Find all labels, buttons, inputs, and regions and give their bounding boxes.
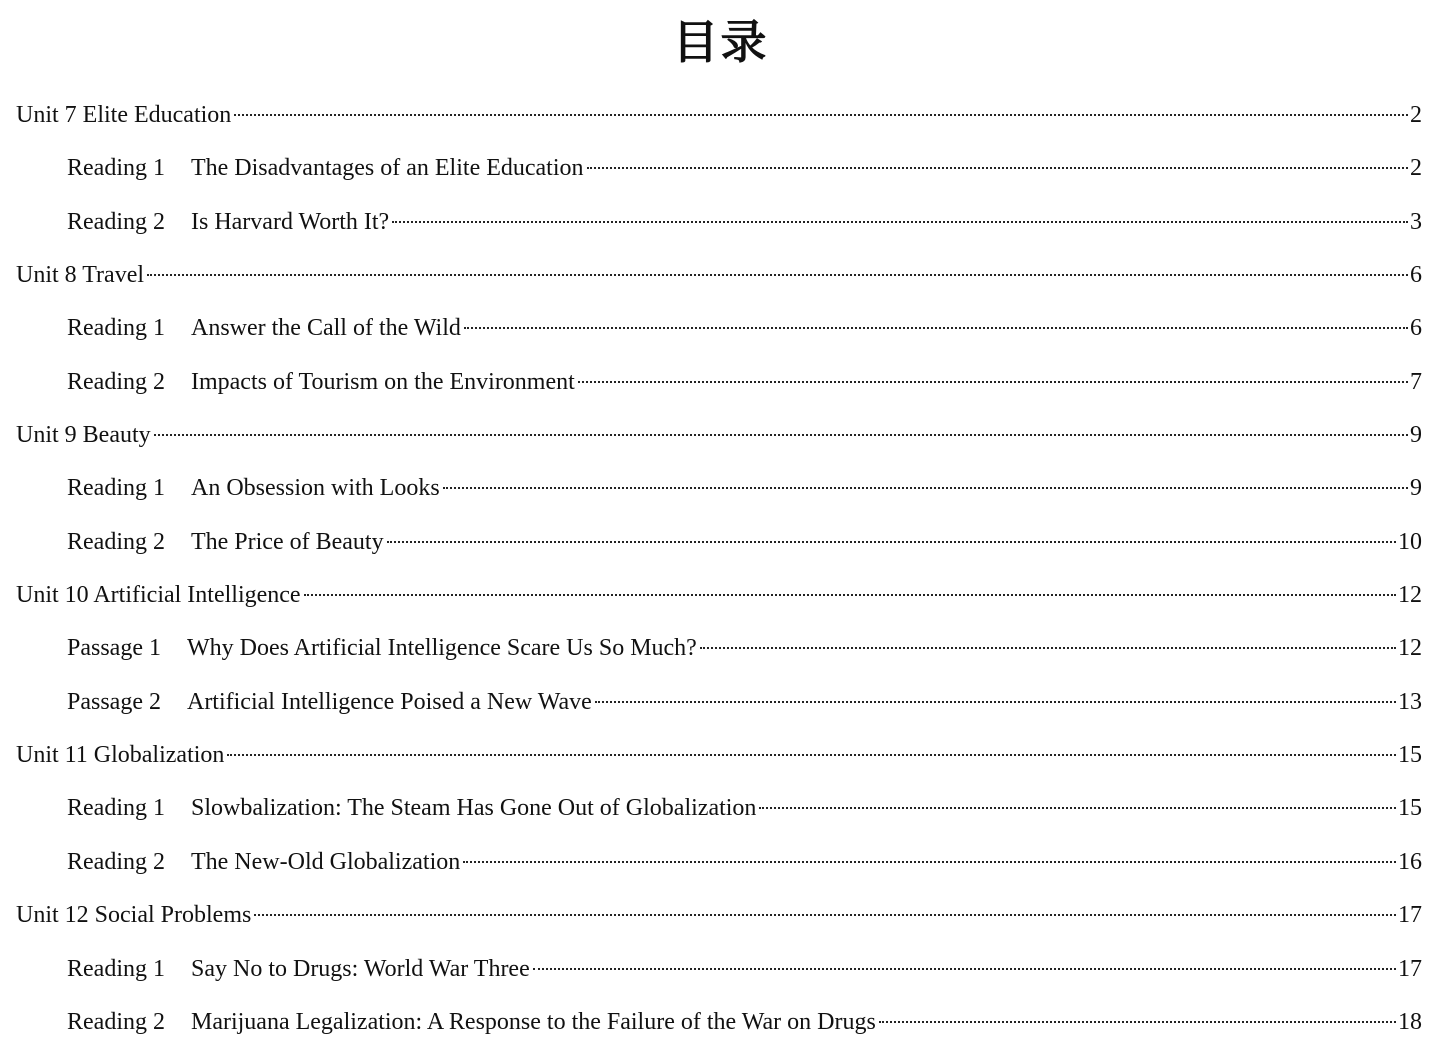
toc-entry-label [67, 462, 440, 515]
toc-reading-entry[interactable] [16, 943, 1422, 996]
toc-unit-entry[interactable] [16, 409, 1422, 462]
toc-dot-leader [533, 968, 1396, 970]
toc-page-number: 13 [1398, 688, 1422, 715]
toc-dot-leader [392, 221, 1408, 223]
toc-entry-label [16, 249, 144, 302]
toc-reading-entry[interactable] [16, 836, 1422, 889]
toc-entry-title: Unit 11 Globalization [16, 742, 225, 769]
toc-page-number: 6 [1410, 315, 1422, 342]
toc-dot-leader [443, 487, 1408, 489]
toc-dot-leader [759, 807, 1396, 809]
toc-dot-leader [587, 167, 1408, 169]
toc-dot-leader [700, 647, 1396, 649]
toc-entry-title: Answer the Call of the Wild [190, 315, 461, 342]
toc-entry-prefix: Reading 2 [67, 208, 165, 235]
toc-page-number: 10 [1398, 528, 1422, 555]
toc-dot-leader [147, 274, 1408, 276]
toc-dot-leader [387, 541, 1396, 543]
toc-dot-leader [464, 327, 1408, 329]
toc-unit-entry[interactable] [16, 889, 1422, 942]
toc-dot-leader [463, 861, 1396, 863]
toc-entry-title: Marijuana Legalization: A Response to the Failure of the War on Drugs [190, 1008, 876, 1035]
toc-entry-label [67, 622, 697, 675]
toc-entry-label [16, 569, 301, 622]
toc-page-number: 6 [1410, 262, 1422, 289]
toc-page-number: 9 [1410, 475, 1422, 502]
toc-entry-prefix: Passage 2 [67, 688, 161, 715]
toc-page-number: 7 [1410, 368, 1422, 395]
toc-entry-label [16, 729, 224, 782]
toc-page-number: 9 [1410, 422, 1422, 449]
toc-page-number: 18 [1398, 1008, 1422, 1035]
toc-entry-label [67, 943, 530, 996]
toc-unit-entry[interactable] [16, 249, 1422, 302]
toc-reading-entry[interactable] [16, 462, 1422, 515]
toc-entry-label [16, 889, 251, 942]
toc-dot-leader [254, 914, 1396, 916]
toc-dot-leader [234, 114, 1408, 116]
toc-entry-prefix: Reading 1 [67, 795, 165, 822]
toc-entry-title: Slowbalization: The Steam Has Gone Out of Globalization [190, 795, 757, 822]
toc-entry-title: The Price of Beauty [190, 528, 384, 555]
toc-entry-title: Unit 9 Beauty [16, 422, 151, 449]
toc-entry-prefix: Passage 1 [67, 635, 161, 662]
page-title: 目录 [672, 15, 769, 69]
toc-entry-prefix: Reading 2 [67, 528, 165, 555]
toc-list [16, 89, 1422, 1049]
toc-entry-label [67, 142, 584, 195]
toc-page-number: 15 [1398, 795, 1422, 822]
toc-entry-title: Unit 12 Social Problems [16, 902, 252, 929]
toc-page-number: 3 [1410, 208, 1422, 235]
toc-entry-title: Unit 10 Artificial Intelligence [16, 582, 301, 609]
toc-entry-title: The New-Old Globalization [190, 848, 461, 875]
toc-entry-label [67, 302, 461, 355]
toc-page-number: 2 [1410, 155, 1422, 182]
toc-dot-leader [304, 594, 1396, 596]
toc-dot-leader [879, 1021, 1396, 1023]
toc-page-number: 17 [1398, 902, 1422, 929]
toc-reading-entry[interactable] [16, 516, 1422, 569]
toc-entry-title: An Obsession with Looks [190, 475, 440, 502]
toc-unit-entry[interactable] [16, 569, 1422, 622]
toc-reading-entry[interactable] [16, 356, 1422, 409]
toc-entry-title: Is Harvard Worth It? [190, 208, 390, 235]
toc-entry-label [67, 676, 592, 729]
toc-reading-entry[interactable] [16, 996, 1422, 1049]
toc-reading-entry[interactable] [16, 142, 1422, 195]
toc-entry-label [67, 356, 575, 409]
toc-entry-prefix: Reading 2 [67, 1008, 165, 1035]
toc-page-number: 15 [1398, 742, 1422, 769]
toc-reading-entry[interactable] [16, 622, 1422, 675]
toc-dot-leader [227, 754, 1396, 756]
toc-dot-leader [595, 701, 1396, 703]
toc-entry-label [67, 196, 389, 249]
toc-page-number: 12 [1398, 582, 1422, 609]
toc-entry-title: Artificial Intelligence Poised a New Wave [186, 688, 592, 715]
toc-entry-title: Why Does Artificial Intelligence Scare Us So Much? [186, 635, 697, 662]
toc-unit-entry[interactable] [16, 89, 1422, 142]
toc-entry-title: Unit 7 Elite Education [16, 102, 232, 128]
toc-entry-label [67, 516, 384, 569]
toc-reading-entry[interactable] [16, 782, 1422, 835]
toc-entry-prefix: Reading 1 [67, 315, 165, 342]
toc-entry-label [16, 89, 231, 142]
toc-dot-leader [154, 434, 1408, 436]
toc-entry-prefix: Reading 1 [67, 955, 165, 982]
toc-page-number: 12 [1398, 635, 1422, 662]
toc-entry-title: Say No to Drugs: World War Three [190, 955, 530, 982]
toc-entry-label [16, 409, 151, 462]
toc-page-number: 17 [1398, 955, 1422, 982]
toc-entry-title: Impacts of Tourism on the Environment [190, 368, 575, 395]
toc-reading-entry[interactable] [16, 302, 1422, 355]
toc-entry-title: The Disadvantages of an Elite Education [190, 155, 584, 182]
toc-reading-entry[interactable] [16, 196, 1422, 249]
toc-dot-leader [578, 381, 1408, 383]
toc-entry-prefix: Reading 2 [67, 368, 165, 395]
toc-entry-label [67, 996, 876, 1049]
toc-page-number: 2 [1410, 102, 1422, 128]
toc-page-number: 16 [1398, 848, 1422, 875]
toc-unit-entry[interactable] [16, 729, 1422, 782]
toc-entry-prefix: Reading 1 [67, 155, 165, 182]
toc-reading-entry[interactable] [16, 676, 1422, 729]
toc-entry-label [67, 782, 756, 835]
toc-entry-title: Unit 8 Travel [16, 262, 145, 289]
toc-entry-prefix: Reading 1 [67, 475, 165, 502]
toc-entry-label [67, 836, 460, 889]
toc-entry-prefix: Reading 2 [67, 848, 165, 875]
